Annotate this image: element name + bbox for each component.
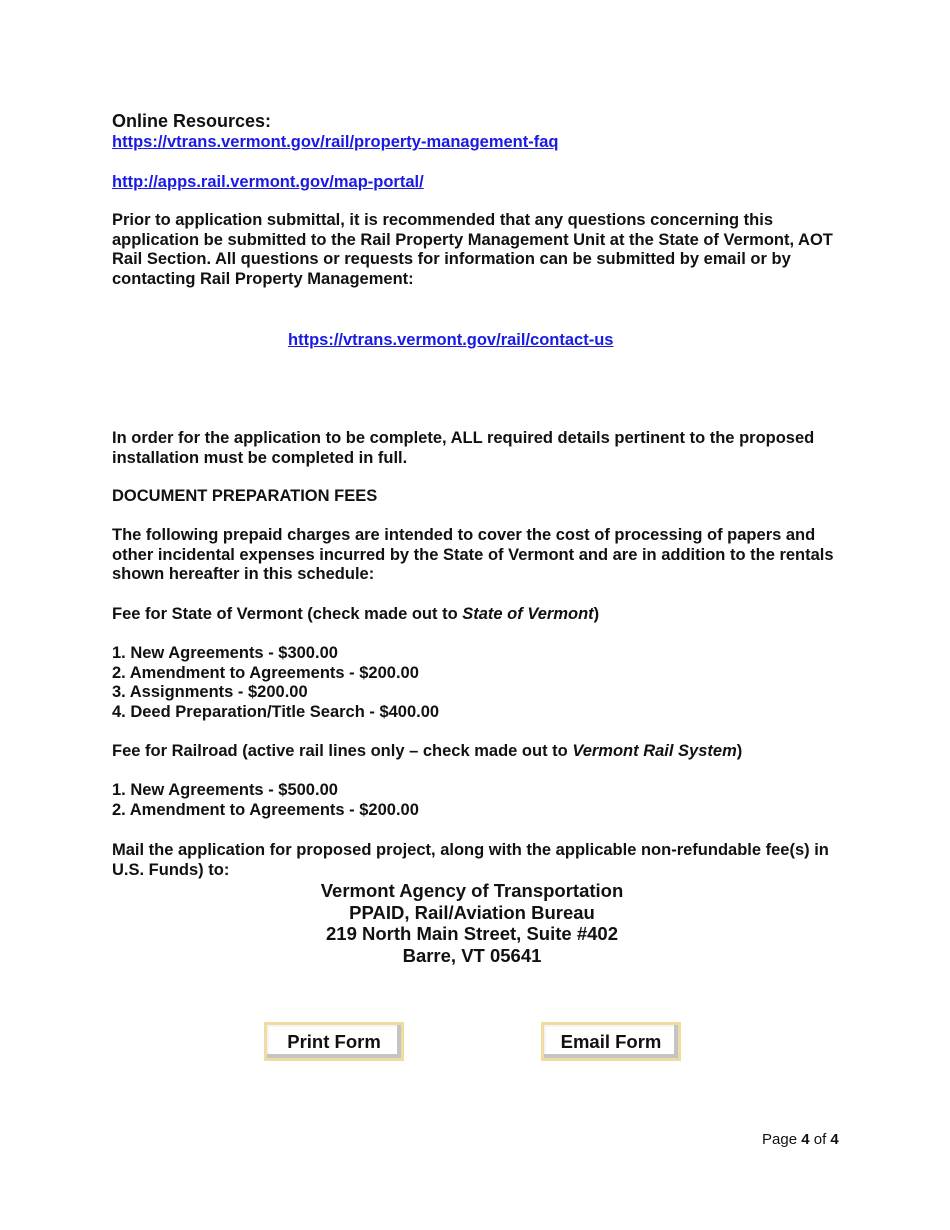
state-fee-item: 4. Deed Preparation/Title Search - $400.00 xyxy=(112,702,440,721)
railroad-fee-item: 2. Amendment to Agreements - $200.00 xyxy=(112,800,419,819)
page-word: Page xyxy=(762,1131,798,1148)
state-fee-label xyxy=(112,605,599,625)
completion-note: In order for the application to be complete, ALL required details pertinent to the proposed installation must be completed in full. xyxy=(112,429,815,467)
railroad-fee-label xyxy=(112,742,742,762)
of-word: of xyxy=(813,1131,827,1148)
state-fee-item: 3. Assignments - $200.00 xyxy=(112,683,308,702)
mail-instruction: Mail the application for proposed project, along with the applicable non-refundable fee(s) in U.S. Funds) to: xyxy=(112,841,829,879)
prior-submittal-paragraph: Prior to application submittal, it is recommended that any questions concerning this application be submitted to the Rail Property Management Unit at the State of Vermont, AOT Rail Section. All questions or requests for information can be submitted by email or by contacting Rail Property Management: xyxy=(112,211,833,288)
contact-us-link[interactable]: https://vtrans.vermont.gov/rail/contact-us xyxy=(288,331,614,349)
total-pages: 4 xyxy=(830,1131,839,1148)
fees-intro-paragraph: The following prepaid charges are intended to cover the cost of processing of papers and other incidental expenses incurred by the State of Vermont and are in addition to the rentals shown hereafter in this schedule: xyxy=(112,526,834,584)
address-line: PPAID, Rail/Aviation Bureau xyxy=(349,901,595,923)
current-page: 4 xyxy=(801,1131,810,1148)
state-fee-list xyxy=(112,644,439,722)
state-fee-item: 2. Amendment to Agreements - $200.00 xyxy=(112,663,419,682)
email-form-button[interactable]: Email Form xyxy=(541,1022,681,1061)
mailing-address xyxy=(222,880,722,966)
railroad-fee-list xyxy=(112,781,419,820)
railroad-fee-payee: Vermont Rail System xyxy=(572,742,737,760)
railroad-fee-label-prefix: Fee for Railroad (active rail lines only – check made out to xyxy=(112,742,573,760)
print-form-button[interactable]: Print Form xyxy=(264,1022,404,1061)
fees-section-title: DOCUMENT PREPARATION FEES xyxy=(112,487,378,505)
online-resources-heading: Online Resources: xyxy=(112,111,272,131)
property-management-faq-link[interactable]: https://vtrans.vermont.gov/rail/property-management-faq xyxy=(112,133,559,151)
address-line: Vermont Agency of Transportation xyxy=(320,880,624,901)
page-number xyxy=(762,1130,839,1150)
address-line: 219 North Main Street, Suite #402 xyxy=(326,923,618,944)
address-line: Barre, VT 05641 xyxy=(402,944,542,966)
railroad-fee-item: 1. New Agreements - $500.00 xyxy=(112,781,338,799)
state-fee-label-suffix: ) xyxy=(593,605,600,623)
state-fee-item: 1. New Agreements - $300.00 xyxy=(112,644,338,662)
state-fee-payee: State of Vermont xyxy=(462,605,594,623)
railroad-fee-label-suffix: ) xyxy=(736,742,743,760)
state-fee-label-prefix: Fee for State of Vermont (check made out to xyxy=(112,605,463,623)
map-portal-link[interactable]: http://apps.rail.vermont.gov/map-portal/ xyxy=(112,173,424,191)
